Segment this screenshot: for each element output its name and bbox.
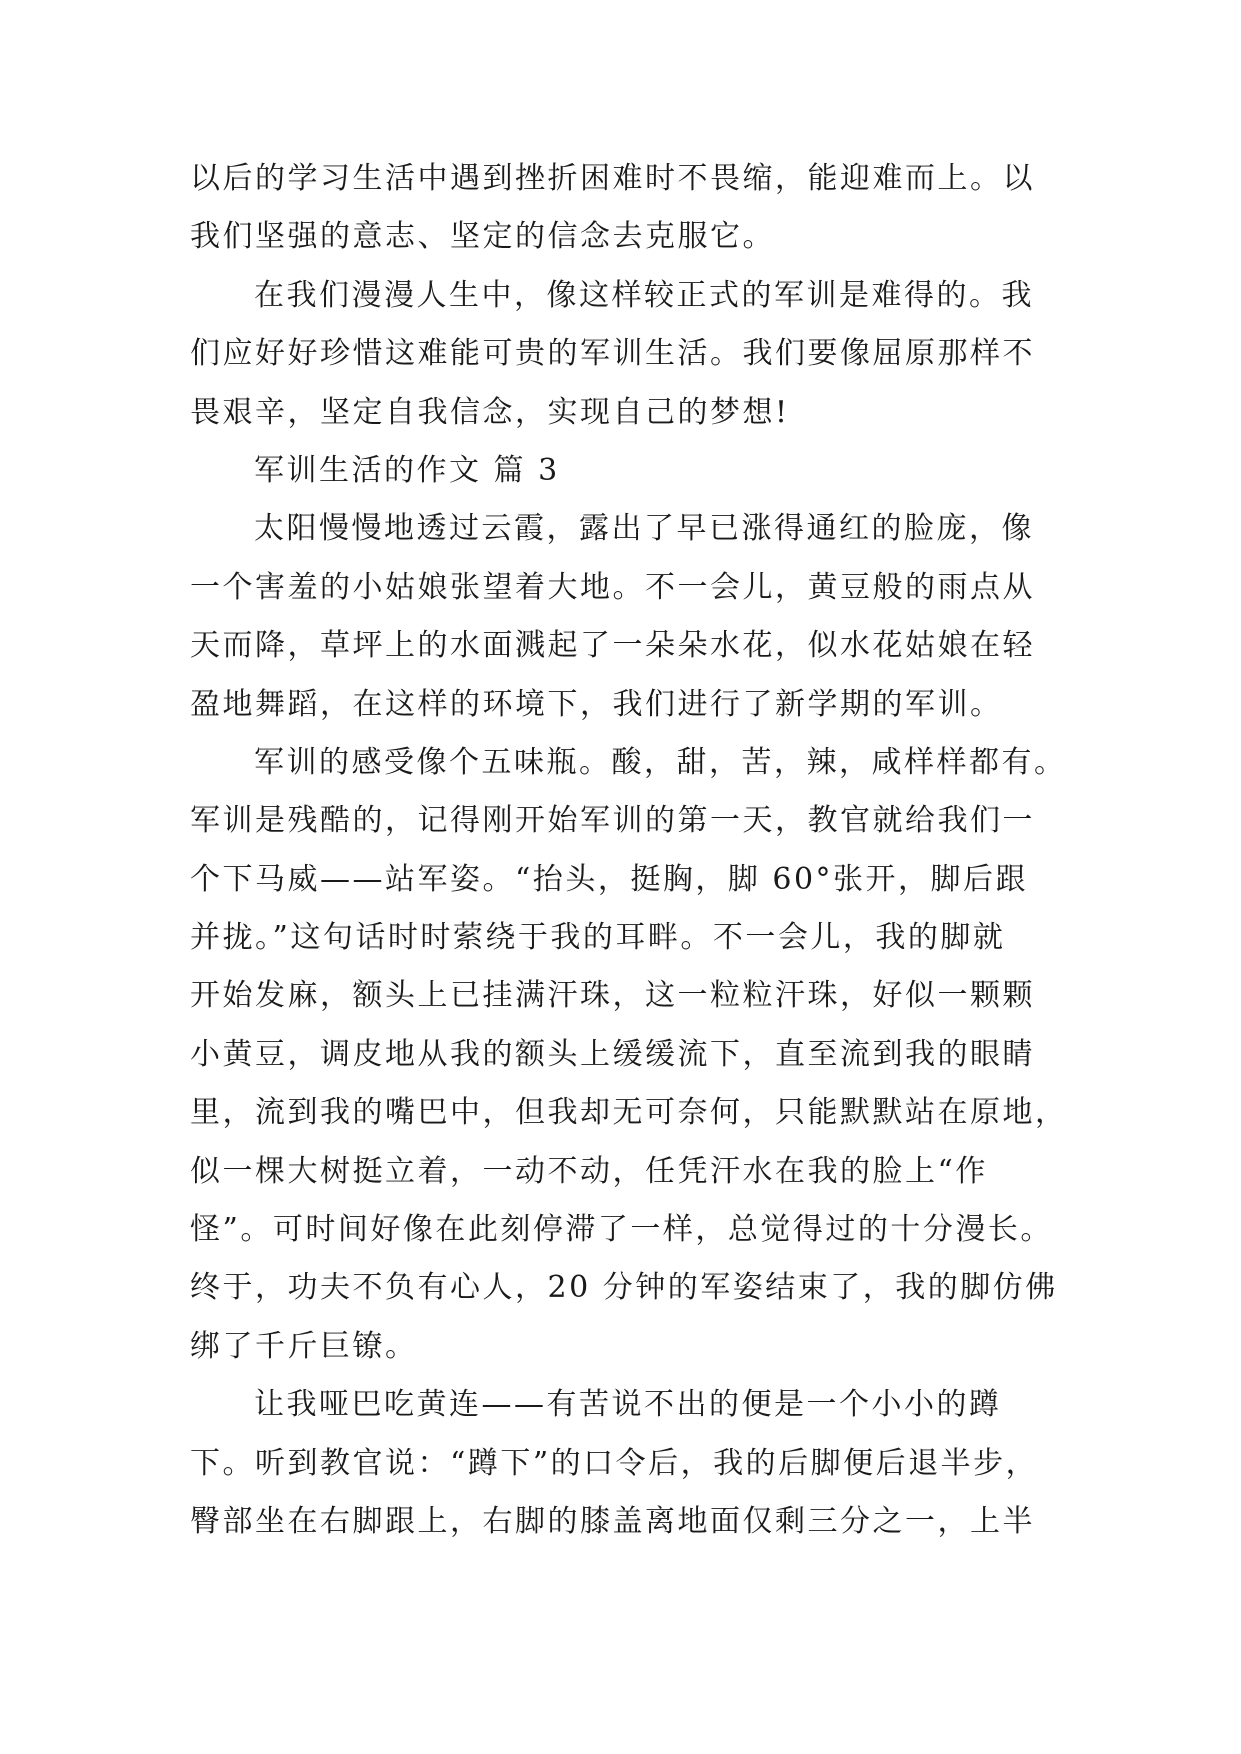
text-line: 们应好好珍惜这难能可贵的军训生活。我们要像屈原那样不 <box>190 336 1035 372</box>
text-line: 太阳慢慢地透过云霞，露出了早已涨得通红的脸庞，像 <box>254 511 1034 547</box>
text-line: 我们坚强的意志、坚定的信念去克服它。 <box>190 219 775 255</box>
text-line: 绑了千斤巨镣。 <box>190 1328 418 1364</box>
text-line: 似一棵大树挺立着，一动不动，任凭汗水在我的脸上“作 <box>190 1153 988 1189</box>
text-line: 以后的学习生活中遇到挫折困难时不畏缩，能迎难而上。以 <box>190 161 1035 196</box>
text-line: 让我哑巴吃黄连——有苦说不出的便是一个小小的蹲 <box>254 1387 1002 1423</box>
text-line: 天而降，草坪上的水面溅起了一朵朵水花，似水花姑娘在轻 <box>190 628 1035 664</box>
text-line: 个下马威——站军姿。“抬头，挺胸，脚 60°张开，脚后跟 <box>190 861 1029 897</box>
text-line: 军训是残酷的，记得刚开始军训的第一天，教官就给我们一 <box>190 803 1035 839</box>
text-line: 怪”。可时间好像在此刻停滞了一样，总觉得过的十分漫长。 <box>190 1212 1053 1248</box>
text-line: 里，流到我的嘴巴中，但我却无可奈何，只能默默站在原地， <box>190 1095 1068 1131</box>
text-line: 开始发麻，额头上已挂满汗珠，这一粒粒汗珠，好似一颗颗 <box>190 978 1035 1014</box>
text-line: 小黄豆，调皮地从我的额头上缓缓流下，直至流到我的眼睛 <box>190 1036 1035 1072</box>
text-line: 军训的感受像个五味瓶。酸，甜，苦，辣，咸样样都有。 <box>254 744 1067 780</box>
text-line: 下。听到教官说：“蹲下”的口令后，我的后脚便后退半步， <box>190 1445 1039 1481</box>
section-heading: 军训生活的作文 篇 3 <box>254 452 560 488</box>
text-line: 终于，功夫不负有心人，20 分钟的军姿结束了，我的脚仿佛 <box>190 1270 1058 1306</box>
text-line: 盈地舞蹈，在这样的环境下，我们进行了新学期的军训。 <box>190 686 1003 722</box>
document-body <box>190 150 1068 1551</box>
text-line: 一个害羞的小姑娘张望着大地。不一会儿，黄豆般的雨点从 <box>190 569 1035 605</box>
text-line: 在我们漫漫人生中，像这样较正式的军训是难得的。我 <box>254 277 1034 313</box>
text-line: 并拢。”这句话时时萦绕于我的耳畔。不一会儿，我的脚就 <box>190 920 1006 956</box>
text-line: 畏艰辛，坚定自我信念，实现自己的梦想! <box>190 394 790 430</box>
text-line: 臀部坐在右脚跟上，右脚的膝盖离地面仅剩三分之一，上半 <box>190 1503 1035 1539</box>
